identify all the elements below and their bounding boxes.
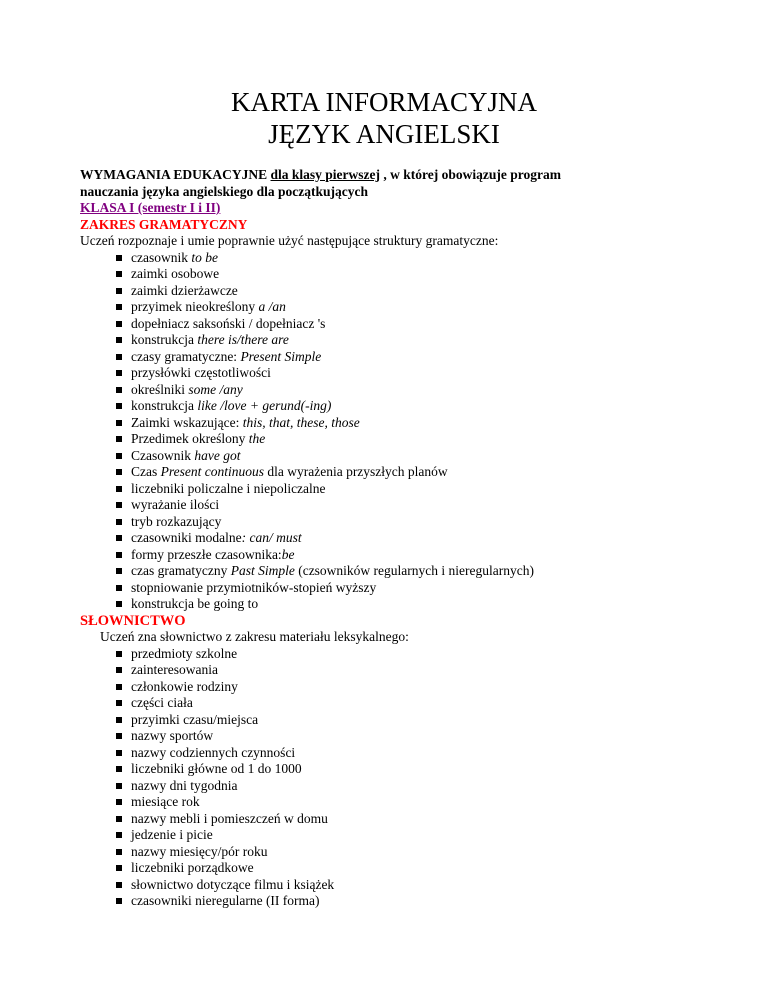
grammar-list-item — [116, 497, 720, 514]
grammar-list-item — [116, 448, 720, 465]
grammar-list-item — [116, 382, 720, 399]
vocabulary-list-item: przedmioty szkolne — [116, 646, 720, 663]
grammar-item-text: przysłówki częstotliwości — [131, 365, 271, 380]
grammar-list-item — [116, 547, 720, 564]
grammar-item-text: dopełniacz saksoński / dopełniacz 's — [131, 315, 326, 331]
class-heading-link[interactable]: KLASA I (semestr I i II) — [80, 200, 221, 215]
vocabulary-list-item: jedzenie i picie — [116, 827, 720, 844]
document-title-line1: KARTA INFORMACYJNA — [230, 87, 537, 117]
grammar-list-item — [116, 283, 720, 300]
grammar-list-item — [116, 349, 720, 366]
vocabulary-list-item: liczebniki główne od 1 do 1000 — [116, 761, 720, 778]
grammar-item-text: Przedimek określony — [131, 431, 249, 446]
grammar-list-item — [116, 530, 720, 547]
grammar-item-italic: Present continuous — [160, 464, 264, 479]
grammar-item-text: formy przeszłe czasownika: — [131, 546, 282, 562]
grammar-item-text: czasownik — [131, 249, 192, 265]
vocabulary-list-item: liczebniki porządkowe — [116, 860, 720, 877]
grammar-list — [80, 250, 720, 613]
requirements-suffix: , w której obowiązuje program — [380, 167, 561, 182]
requirements-underlined: dla klasy pierwszej — [270, 167, 381, 182]
grammar-item-italic: have got — [194, 447, 241, 463]
grammar-item-rest: (czsowników regularnych i nieregularnych) — [294, 563, 534, 578]
vocabulary-list-item: nazwy sportów — [116, 728, 720, 745]
vocabulary-list-item: nazwy dni tygodnia — [116, 778, 720, 795]
grammar-item-text: konstrukcja be going to — [131, 596, 259, 611]
grammar-item-text: zaimki dzierżawcze — [131, 282, 238, 298]
grammar-list-item — [116, 415, 720, 432]
grammar-intro: Uczeń rozpoznaje i umie poprawnie użyć następujące struktury gramatyczne: — [80, 233, 499, 248]
grammar-item-text: Czas — [131, 464, 161, 479]
grammar-item-text: konstrukcja — [131, 332, 198, 347]
grammar-list-item — [116, 332, 720, 349]
grammar-list-item — [116, 563, 720, 580]
grammar-list-item — [116, 481, 720, 498]
grammar-list-item — [116, 365, 720, 382]
grammar-item-text: liczebniki policzalne i niepoliczalne — [131, 480, 326, 496]
grammar-item-rest: dla wyrażenia przyszłych planów — [263, 464, 448, 479]
grammar-list-item — [116, 398, 720, 415]
vocabulary-list-item: nazwy miesięcy/pór roku — [116, 844, 720, 861]
grammar-list-item — [116, 266, 720, 283]
vocabulary-list-item: słownictwo dotyczące filmu i książek — [116, 877, 720, 894]
requirements-prefix: WYMAGANIA EDUKACYJNE — [80, 167, 271, 182]
grammar-item-text: Zaimki wskazujące: — [131, 414, 243, 430]
vocabulary-list-item: części ciała — [116, 695, 720, 712]
vocabulary-heading: SŁOWNICTWO — [80, 612, 186, 629]
grammar-item-italic: : can/ must — [241, 530, 302, 545]
vocabulary-list-item: zainteresowania — [116, 662, 720, 679]
grammar-item-italic: some /any — [188, 381, 243, 397]
grammar-item-italic: like /love + gerund(-ing) — [197, 398, 332, 413]
grammar-item-text: wyrażanie ilości — [131, 497, 220, 512]
grammar-list-item — [116, 299, 720, 316]
grammar-list-item — [116, 431, 720, 448]
grammar-item-text: czasowniki modalne — [131, 530, 242, 545]
grammar-item-italic: to be — [191, 249, 218, 265]
grammar-item-text: konstrukcja — [131, 398, 198, 413]
grammar-item-italic: a /an — [258, 299, 286, 314]
vocabulary-list-item: nazwy codziennych czynności — [116, 745, 720, 762]
vocabulary-list-item: nazwy mebli i pomieszczeń w domu — [116, 811, 720, 828]
grammar-item-text: określniki — [131, 381, 189, 397]
grammar-item-italic: there is/there are — [197, 332, 289, 347]
grammar-list-item — [116, 464, 720, 481]
document-title-line2: JĘZYK ANGIELSKI — [268, 119, 500, 149]
vocabulary-list — [80, 646, 720, 910]
vocabulary-list-item: członkowie rodziny — [116, 679, 720, 696]
vocabulary-list-item: przyimki czasu/miejsca — [116, 712, 720, 729]
grammar-item-text: Czasownik — [131, 447, 195, 463]
grammar-list-item — [116, 250, 720, 267]
requirements-line2: nauczania języka angielskiego dla początkujących — [80, 183, 369, 199]
grammar-item-text: przyimek nieokreślony — [131, 299, 259, 314]
requirements-heading — [80, 167, 720, 200]
grammar-item-text: zaimki osobowe — [131, 266, 220, 281]
grammar-list-item — [116, 316, 720, 333]
grammar-list-item — [116, 514, 720, 531]
vocabulary-intro: Uczeń zna słownictwo z zakresu materiału leksykalnego: — [100, 629, 409, 644]
document-content — [80, 167, 720, 910]
grammar-item-text: stopniowanie przymiotników-stopień wyższy — [131, 579, 377, 595]
vocabulary-list-item: czasowniki nieregularne (II forma) — [116, 893, 720, 910]
grammar-heading: ZAKRES GRAMATYCZNY — [80, 216, 248, 232]
grammar-item-italic: be — [281, 546, 295, 562]
grammar-item-text: czasy gramatyczne: — [131, 348, 241, 364]
grammar-list-item — [116, 596, 720, 613]
grammar-item-italic: this, that, these, those — [242, 414, 360, 430]
grammar-item-italic: the — [248, 431, 266, 446]
grammar-item-italic: Present Simple — [240, 348, 322, 364]
grammar-item-text: czas gramatyczny — [131, 563, 231, 578]
grammar-list-item — [116, 580, 720, 597]
grammar-item-text: tryb rozkazujący — [131, 513, 222, 529]
vocabulary-list-item: miesiące rok — [116, 794, 720, 811]
grammar-item-italic: Past Simple — [230, 563, 295, 578]
